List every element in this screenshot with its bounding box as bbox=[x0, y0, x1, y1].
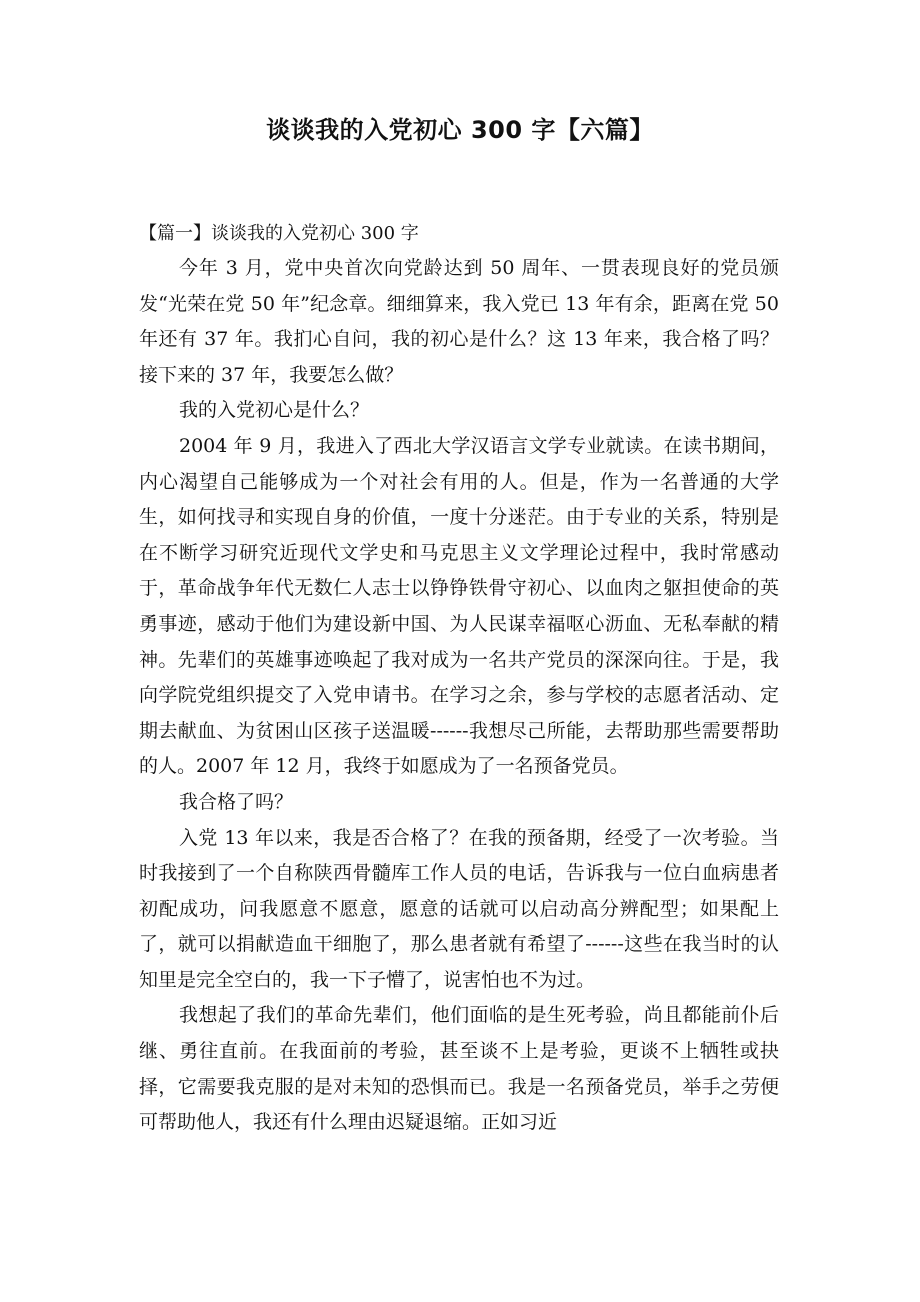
subheading-qualified: 我合格了吗？ bbox=[179, 790, 294, 813]
document-title: 谈谈我的入党初心 300 字【六篇】 bbox=[266, 116, 654, 144]
paragraph-intro: 今年 3 月，党中央首次向党龄达到 50 周年、一贯表现良好的党员颁发“光荣在党 50 年”纪念章。细细算来，我入党已 13 年有余，距离在党 50 年还有 37 年。我扪心自问，我的初心是什么？这 13 年来，我合格了吗？接下来的 37 年，我要怎么做？ bbox=[139, 257, 779, 386]
section-heading: 【篇一】谈谈我的入党初心 300 字 bbox=[139, 223, 419, 244]
subheading-original-aspiration: 我的入党初心是什么？ bbox=[179, 399, 370, 422]
paragraph-revolutionary-predecessors: 我想起了我们的革命先辈们，他们面临的是生死考验，尚且都能前仆后继、勇往直前。在我面前的考验，甚至谈不上是考验，更谈不上牺牲或抉择，它需要我克服的是对未知的恐惧而已。我是一名预备党员，举手之劳便可帮助他人，我还有什么理由迟疑退缩。正如习近 bbox=[139, 1004, 779, 1134]
paragraph-test: 入党 13 年以来，我是否合格了？在我的预备期，经受了一次考验。当时我接到了一个自称陕西骨髓库工作人员的电话，告诉我与一位白血病患者初配成功，问我愿意不愿意，愿意的话就可以启动高分辨配型；如果配上了，就可以捐献造血干细胞了，那么患者就有希望了------这些在我当时的认知里是完全空白的，我一下子懵了，说害怕也不为过。 bbox=[139, 826, 779, 991]
document-body bbox=[139, 216, 779, 1141]
paragraph-university: 2004 年 9 月，我进入了西北大学汉语言文学专业就读。在读书期间，内心渴望自己能够成为一个对社会有用的人。但是，作为一名普通的大学生，如何找寻和实现自身的价值，一度十分迷茫。由于专业的关系，特别是在不断学习研究近现代文学史和马克思主义文学理论过程中，我时常感动于，革命战争年代无数仁人志士以铮铮铁骨守初心、以血肉之躯担使命的英勇事迹，感动于他们为建设新中国、为人民谋幸福呕心沥血、无私奉献的精神。先辈们的英雄事迹唤起了我对成为一名共产党员的深深向往。于是，我向学院党组织提交了入党申请书。在学习之余，参与学校的志愿者活动、定期去献血、为贫困山区孩子送温暖------我想尽己所能，去帮助那些需要帮助的人。2007 年 12 月，我终于如愿成为了一名预备党员。 bbox=[139, 434, 779, 778]
